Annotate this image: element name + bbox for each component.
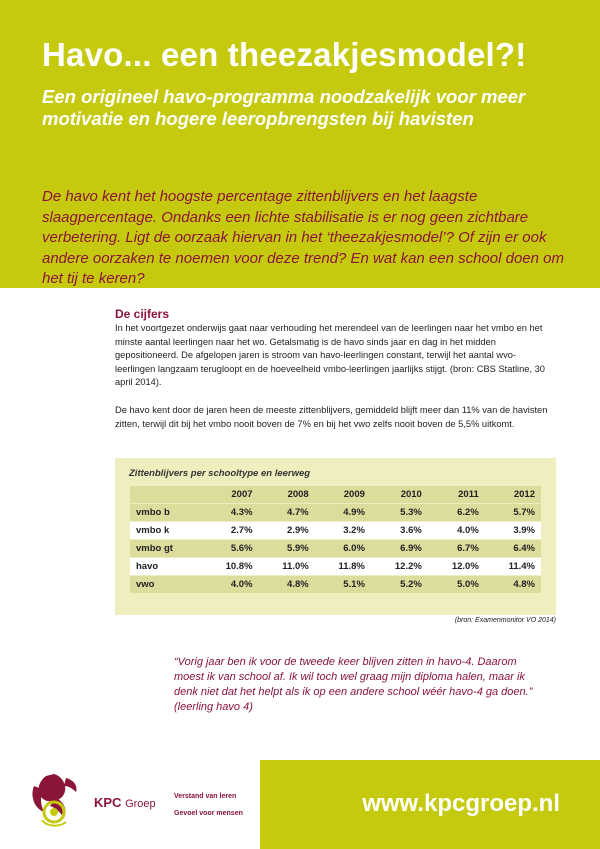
brand-bold: KPC: [94, 795, 122, 810]
year-header: 2010: [371, 486, 428, 504]
header-banner: [0, 0, 600, 288]
table-cell: 3.6%: [371, 522, 428, 540]
table-cell: 11.4%: [485, 558, 541, 576]
stats-table: [130, 486, 541, 594]
tagline-2: Gevoel voor mensen: [174, 810, 243, 817]
table-cell: 6.9%: [371, 540, 428, 558]
table-cell: 4.0%: [202, 576, 259, 594]
table-cell: 12.0%: [428, 558, 485, 576]
table-cell: 4.9%: [315, 504, 371, 522]
table-cell: 6.2%: [428, 504, 485, 522]
section-title: De cijfers: [115, 307, 170, 321]
table-row: [130, 576, 541, 594]
table-cell: 5.1%: [315, 576, 371, 594]
table-header-row: [130, 486, 541, 504]
body-paragraph-1: In het voortgezet onderwijs gaat naar verhouding het merendeel van de leerlingen naar het vmbo en het minste aantal leerlingen naar het wo. Getalsmatig is de havo sinds jaar en dag in het midden gepositioneerd. De afgelopen jaren is stroom van havo-leerlingen constant, terwijl het aantal wvo-leerlingen langzaam terugloopt en de hoeveelheid vmbo-leerlingen jaarlijks stijgt. (bron: CBS Statline, 30 april 2014).: [115, 323, 545, 387]
table-cell: 6.0%: [315, 540, 371, 558]
brand-name: [94, 795, 156, 810]
table-cell: 4.8%: [485, 576, 541, 594]
row-label: vmbo gt: [130, 540, 202, 558]
stats-table-box: [115, 458, 556, 615]
table-cell: 5.0%: [428, 576, 485, 594]
table-cell: 5.6%: [202, 540, 259, 558]
table-cell: 6.4%: [485, 540, 541, 558]
table-row: [130, 540, 541, 558]
table-cell: 4.3%: [202, 504, 259, 522]
table-cell: 5.7%: [485, 504, 541, 522]
body-paragraph-2: De havo kent door de jaren heen de meeste zittenblijvers, gemiddeld blijft meer dan 11% van de havisten zitten, terwijl dit bij het vmbo nooit boven de 7% en bij het vwo zelfs nooit boven de 5,5% uitkomt.: [115, 405, 548, 429]
intro-paragraph: De havo kent het hoogste percentage zittenblijvers en het laagste slaagpercentage. Ondanks een lichte stabilisatie is er nog geen zichtbare verbetering. Ligt de oorzaak hiervan in het ‘theezakjesmodel’? Of zijn er ook andere oorzaken te noemen voor deze trend? En wat kan een school doen om het tij te keren?: [42, 188, 565, 287]
table-source: (bron: Examenmonitor VO 2014): [454, 617, 556, 624]
page-subtitle: Een origineel havo-programma noodzakelijk voor meer motivatie en hogere leeropbrengsten bij havisten: [42, 86, 526, 129]
student-quote: “Vorig jaar ben ik voor de tweede keer blijven zitten in havo-4. Daarom moest ik van school af. Ik wil toch wel graag mijn diploma halen, maar ik denk niet dat het helpt als ik op een andere school wéér havo-4 ga doen.” (leerling havo 4): [174, 656, 533, 713]
footer-banner: [260, 760, 600, 849]
table-cell: 11.0%: [259, 558, 315, 576]
table-row: [130, 558, 541, 576]
table-cell: 4.7%: [259, 504, 315, 522]
row-label: vwo: [130, 576, 202, 594]
table-cell: 5.9%: [259, 540, 315, 558]
website-link[interactable]: www.kpcgroep.nl: [362, 790, 560, 817]
table-cell: 2.9%: [259, 522, 315, 540]
table-row: [130, 504, 541, 522]
tagline-1: Verstand van leren: [174, 793, 237, 800]
table-corner-cell: [130, 486, 202, 504]
table-cell: 5.3%: [371, 504, 428, 522]
year-header: 2009: [315, 486, 371, 504]
table-cell: 3.2%: [315, 522, 371, 540]
page-title: Havo... een theezakjesmodel?!: [42, 36, 527, 73]
brand-light: Groep: [125, 798, 156, 810]
kpc-logo-icon: [26, 768, 92, 830]
year-header: 2008: [259, 486, 315, 504]
table-cell: 6.7%: [428, 540, 485, 558]
table-cell: 11.8%: [315, 558, 371, 576]
year-header: 2011: [428, 486, 485, 504]
row-label: vmbo b: [130, 504, 202, 522]
table-caption: Zittenblijvers per schooltype en leerweg: [129, 468, 311, 479]
table-cell: 4.8%: [259, 576, 315, 594]
table-cell: 12.2%: [371, 558, 428, 576]
table-cell: 3.9%: [485, 522, 541, 540]
table-cell: 10.8%: [202, 558, 259, 576]
table-cell: 5.2%: [371, 576, 428, 594]
year-header: 2007: [202, 486, 259, 504]
table-cell: 4.0%: [428, 522, 485, 540]
row-label: havo: [130, 558, 202, 576]
table-cell: 2.7%: [202, 522, 259, 540]
year-header: 2012: [485, 486, 541, 504]
table-row: [130, 522, 541, 540]
row-label: vmbo k: [130, 522, 202, 540]
